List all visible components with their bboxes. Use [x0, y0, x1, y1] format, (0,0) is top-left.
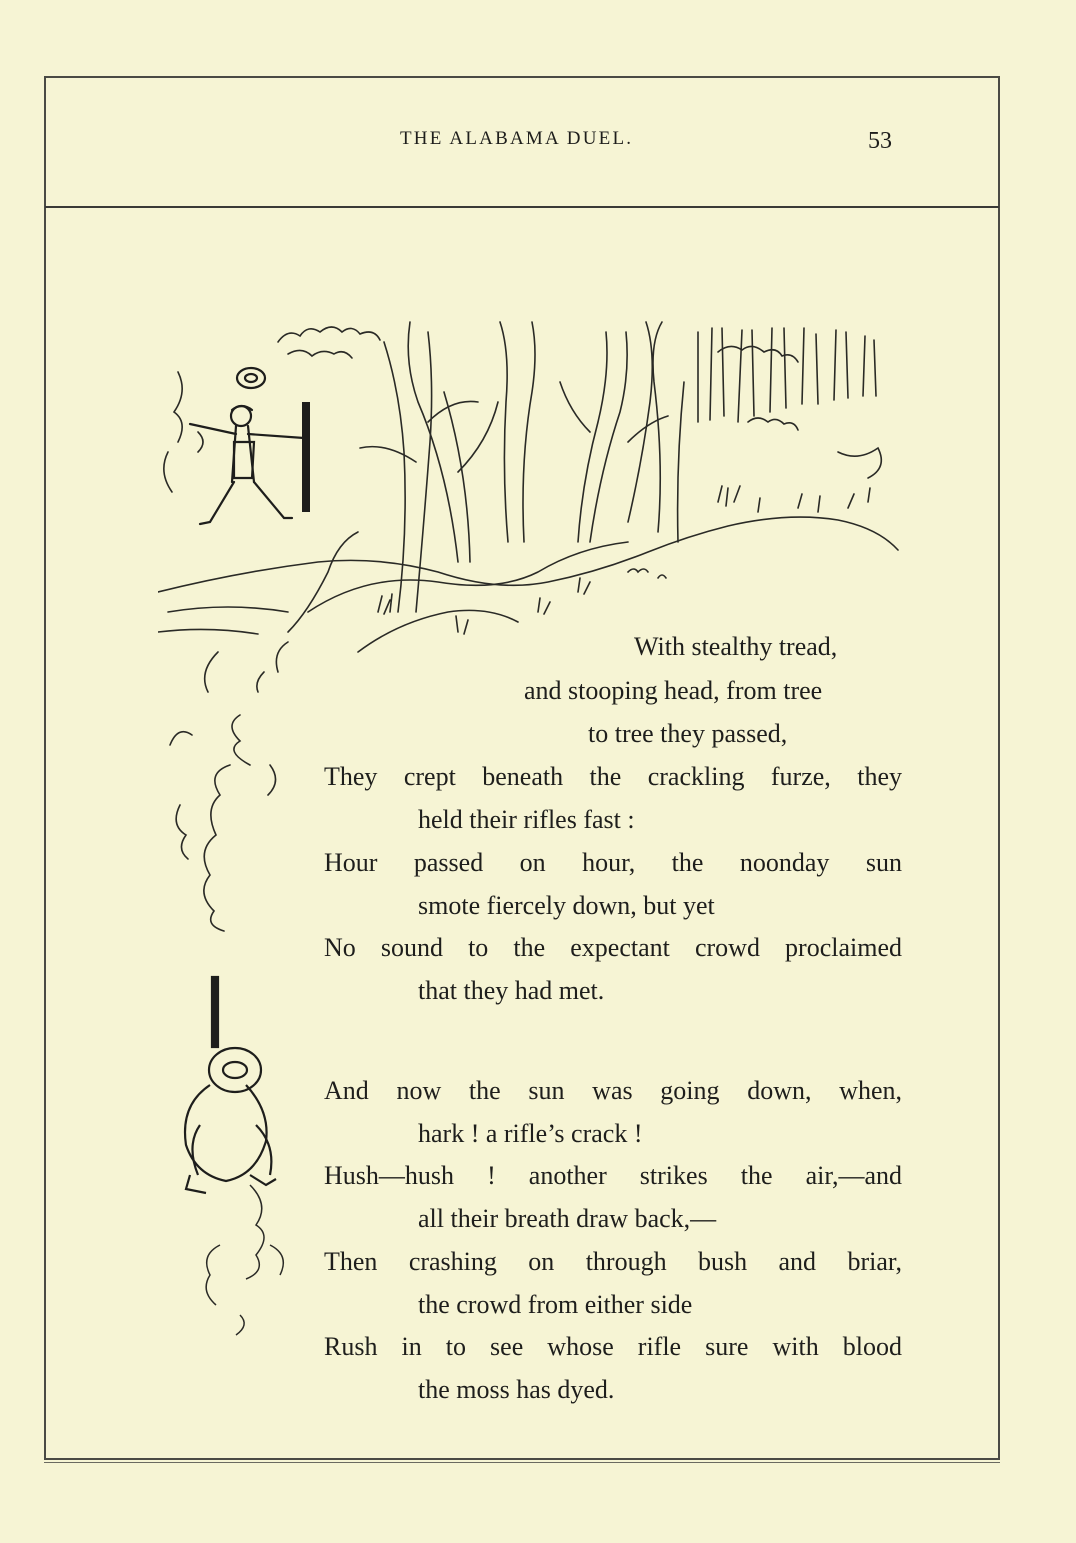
running-rifleman-figure	[176, 362, 326, 532]
verse-line: the crowd from either side	[418, 1290, 693, 1319]
verse-line: They crept beneath the crackling furze, they	[324, 762, 902, 791]
verse-line: and stooping head, from tree	[524, 676, 823, 705]
verse-line: to tree they passed,	[588, 719, 788, 748]
verse-line: And now the sun was going down, when,	[324, 1076, 902, 1105]
verse-line: smote fiercely down, but yet	[418, 891, 715, 920]
page-number: 53	[868, 128, 892, 154]
verse-line: all their breath draw back,—	[418, 1204, 717, 1233]
verse-line: that they had met.	[418, 976, 605, 1005]
verse-line: Then crashing on through bush and briar,	[324, 1247, 902, 1276]
verse-line: No sound to the expectant crowd proclaimed	[324, 933, 902, 962]
verse-line: Hush—hush ! another strikes the air,—and	[324, 1161, 902, 1190]
crouching-rifleman-figure	[160, 705, 310, 1345]
verse-line: With stealthy tread,	[634, 632, 838, 661]
verse-line: Rush in to see whose rifle sure with blood	[324, 1332, 902, 1361]
verse-line: hark ! a rifle’s crack !	[418, 1119, 643, 1148]
verse-line: held their rifles fast :	[418, 805, 635, 834]
bottom-rule	[44, 1462, 1000, 1463]
verse-line: Hour passed on hour, the noonday sun	[324, 848, 902, 877]
verse-line: the moss has dyed.	[418, 1375, 615, 1404]
running-title: THE ALABAMA DUEL.	[400, 128, 634, 149]
header-rule	[45, 206, 999, 208]
